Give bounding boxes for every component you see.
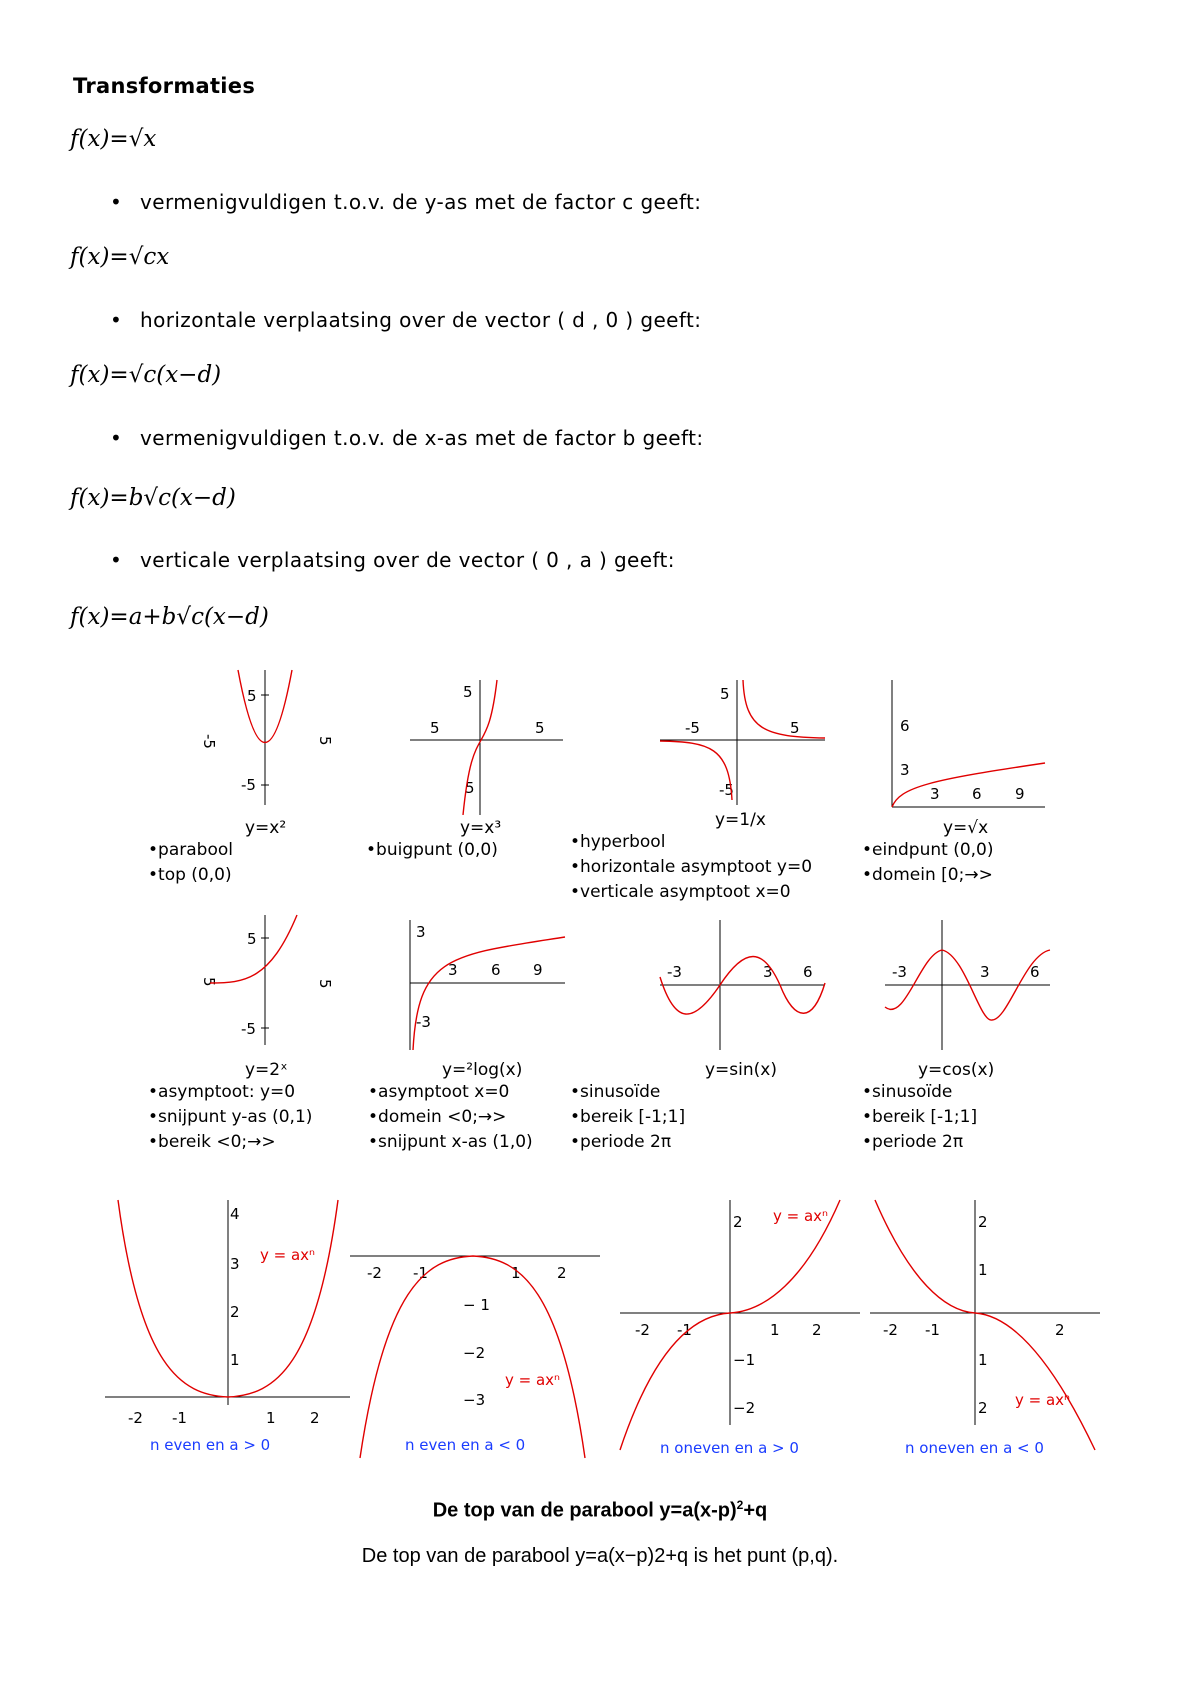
svg-text:−1: −1 xyxy=(733,1351,756,1369)
props-sin-x xyxy=(570,1080,685,1155)
props-1-over-x xyxy=(570,830,812,905)
prop-item: • asymptoot x=0 xyxy=(368,1080,533,1105)
svg-text:5: 5 xyxy=(463,683,473,701)
prop-item: • sinusoïde xyxy=(570,1080,685,1105)
bullet-text: verticale verplaatsing over de vector ( 0 , a ) geeft: xyxy=(140,548,675,572)
svg-text:2: 2 xyxy=(230,1303,240,1321)
svg-text:5: 5 xyxy=(430,719,440,737)
caption-x-cubed: y=x³ xyxy=(460,818,502,838)
prop-item: • periode 2π xyxy=(570,1130,685,1155)
svg-text:5: 5 xyxy=(247,930,257,948)
heading-parabola-top xyxy=(0,1498,1200,1523)
power-condition: n even en a < 0 xyxy=(405,1436,526,1454)
prop-item: • periode 2π xyxy=(862,1130,977,1155)
prop-item: • horizontale asymptoot y=0 xyxy=(570,855,812,880)
svg-text:2: 2 xyxy=(1055,1321,1065,1339)
graph-power-odd-neg xyxy=(865,1195,1105,1460)
svg-text:1: 1 xyxy=(511,1264,521,1282)
svg-text:-5: -5 xyxy=(200,734,218,749)
svg-text:-5: -5 xyxy=(241,1020,256,1038)
heading-end: +q xyxy=(743,1499,768,1522)
svg-text:-1: -1 xyxy=(413,1264,428,1282)
graph-x-cubed xyxy=(405,675,570,815)
svg-text:6: 6 xyxy=(1030,963,1040,981)
bullet-1: • vermenigvuldigen t.o.v. de y-as met de factor c geeft: xyxy=(110,190,702,214)
bullet-text: vermenigvuldigen t.o.v. de y-as met de factor c geeft: xyxy=(140,190,702,214)
svg-text:9: 9 xyxy=(533,961,543,979)
graph-x-squared xyxy=(195,665,345,810)
graph-power-even-pos xyxy=(100,1195,355,1455)
svg-text:6: 6 xyxy=(900,717,910,735)
svg-text:9: 9 xyxy=(1015,785,1025,803)
power-label: y = axⁿ xyxy=(773,1207,829,1225)
props-x-squared xyxy=(148,838,233,888)
paragraph-parabola-top: De top van de parabool y=a(x−p)2+q is het punt (p,q). xyxy=(361,1545,839,1567)
heading-sup: 2 xyxy=(736,1498,744,1512)
svg-text:3: 3 xyxy=(900,761,910,779)
svg-text:6: 6 xyxy=(803,963,813,981)
svg-text:−2: −2 xyxy=(463,1344,486,1362)
svg-text:5: 5 xyxy=(535,719,545,737)
graph-power-odd-pos xyxy=(615,1195,865,1460)
bullet-text: horizontale verplaatsing over de vector ( d , 0 ) geeft: xyxy=(140,308,702,332)
props-x-cubed xyxy=(366,838,498,863)
power-condition: n oneven en a > 0 xyxy=(660,1439,799,1457)
svg-text:3: 3 xyxy=(930,785,940,803)
svg-text:−2: −2 xyxy=(733,1399,756,1417)
prop-item: • snijpunt y-as (0,1) xyxy=(148,1105,312,1130)
graph-log2-x xyxy=(400,915,570,1055)
svg-text:2: 2 xyxy=(310,1409,320,1427)
svg-text:−3: −3 xyxy=(463,1391,486,1409)
svg-text:3: 3 xyxy=(448,961,458,979)
svg-text:-2: -2 xyxy=(128,1409,143,1427)
svg-text:-1: -1 xyxy=(172,1409,187,1427)
svg-text:1: 1 xyxy=(770,1321,780,1339)
svg-text:2: 2 xyxy=(733,1213,743,1231)
svg-text:-1: -1 xyxy=(677,1321,692,1339)
formula-2: f(x)=√cx xyxy=(70,244,170,270)
graph-power-even-neg xyxy=(345,1200,605,1465)
graph-2-pow-x xyxy=(195,910,345,1050)
bullet-text: vermenigvuldigen t.o.v. de x-as met de factor b geeft: xyxy=(140,426,704,450)
bullet-4: • verticale verplaatsing over de vector ( 0 , a ) geeft: xyxy=(110,548,675,572)
svg-text:3: 3 xyxy=(763,963,773,981)
svg-text:-5: -5 xyxy=(241,776,256,794)
svg-text:− 1: − 1 xyxy=(463,1296,490,1314)
caption-sqrt-x: y=√x xyxy=(943,818,989,838)
caption-cos-x: y=cos(x) xyxy=(918,1060,995,1080)
prop-item: • top (0,0) xyxy=(148,863,233,888)
heading-main: De top van de parabool y=a(x-p) xyxy=(432,1499,737,1522)
prop-item: • bereik [-1;1] xyxy=(570,1105,685,1130)
svg-text:6: 6 xyxy=(972,785,982,803)
formula-3: f(x)=√c(x−d) xyxy=(70,362,222,388)
svg-text:1: 1 xyxy=(230,1351,240,1369)
prop-item: • bereik <0;→> xyxy=(148,1130,312,1155)
svg-text:-1: -1 xyxy=(925,1321,940,1339)
prop-item: • eindpunt (0,0) xyxy=(862,838,994,863)
formula-1: f(x)=√x xyxy=(70,126,157,152)
svg-text:-2: -2 xyxy=(883,1321,898,1339)
svg-text:3: 3 xyxy=(980,963,990,981)
graph-sin-x xyxy=(655,915,830,1055)
formula-4: f(x)=b√c(x−d) xyxy=(70,485,236,511)
props-sqrt-x xyxy=(862,838,994,888)
svg-text:5: 5 xyxy=(247,687,257,705)
prop-item: • domein [0;→> xyxy=(862,863,994,888)
page-title: Transformaties xyxy=(73,74,256,98)
svg-text:5: 5 xyxy=(790,719,800,737)
svg-text:1: 1 xyxy=(266,1409,276,1427)
svg-text:5: 5 xyxy=(465,779,475,797)
svg-text:5: 5 xyxy=(720,685,730,703)
svg-text:2: 2 xyxy=(557,1264,567,1282)
bullet-2: • horizontale verplaatsing over de vector ( d , 0 ) geeft: xyxy=(110,308,702,332)
power-label: y = axⁿ xyxy=(260,1246,316,1264)
caption-x-squared: y=x² xyxy=(245,818,287,838)
prop-item: • verticale asymptoot x=0 xyxy=(570,880,812,905)
caption-sin-x: y=sin(x) xyxy=(705,1060,777,1080)
svg-text:5: 5 xyxy=(316,979,334,989)
caption-2-pow-x: y=2ˣ xyxy=(245,1060,288,1080)
props-2-pow-x xyxy=(148,1080,312,1155)
prop-item: • bereik [-1;1] xyxy=(862,1105,977,1130)
svg-text:1: 1 xyxy=(978,1351,988,1369)
svg-text:2: 2 xyxy=(978,1399,988,1417)
prop-item: • snijpunt x-as (1,0) xyxy=(368,1130,533,1155)
svg-text:6: 6 xyxy=(491,961,501,979)
svg-text:3: 3 xyxy=(416,923,426,941)
prop-item: • sinusoïde xyxy=(862,1080,977,1105)
svg-text:4: 4 xyxy=(230,1205,240,1223)
svg-text:-5: -5 xyxy=(685,719,700,737)
props-cos-x xyxy=(862,1080,977,1155)
prop-item: • hyperbool xyxy=(570,830,812,855)
svg-text:5: 5 xyxy=(200,977,218,987)
svg-text:2: 2 xyxy=(812,1321,822,1339)
graph-sqrt-x xyxy=(880,675,1050,815)
caption-1-over-x: y=1/x xyxy=(715,810,766,830)
svg-text:-2: -2 xyxy=(635,1321,650,1339)
prop-item: • buigpunt (0,0) xyxy=(366,838,498,863)
prop-item: • domein <0;→> xyxy=(368,1105,533,1130)
svg-text:-5: -5 xyxy=(719,781,734,799)
prop-item: • parabool xyxy=(148,838,233,863)
graph-1-over-x xyxy=(655,675,830,810)
svg-text:1: 1 xyxy=(978,1261,988,1279)
prop-item: • asymptoot: y=0 xyxy=(148,1080,312,1105)
svg-text:-3: -3 xyxy=(667,963,682,981)
bullet-3: • vermenigvuldigen t.o.v. de x-as met de factor b geeft: xyxy=(110,426,704,450)
svg-text:-3: -3 xyxy=(416,1013,431,1031)
props-log2-x xyxy=(368,1080,533,1155)
power-label: y = axⁿ xyxy=(1015,1391,1071,1409)
svg-text:2: 2 xyxy=(978,1213,988,1231)
svg-text:3: 3 xyxy=(230,1255,240,1273)
graph-cos-x xyxy=(880,915,1055,1055)
power-condition: n oneven en a < 0 xyxy=(905,1439,1044,1457)
power-condition: n even en a > 0 xyxy=(150,1436,271,1454)
svg-text:-3: -3 xyxy=(892,963,907,981)
svg-text:-2: -2 xyxy=(367,1264,382,1282)
svg-text:5: 5 xyxy=(316,736,334,746)
power-label: y = axⁿ xyxy=(505,1371,561,1389)
caption-log2-x: y=²log(x) xyxy=(442,1060,523,1080)
formula-5: f(x)=a+b√c(x−d) xyxy=(70,604,269,630)
